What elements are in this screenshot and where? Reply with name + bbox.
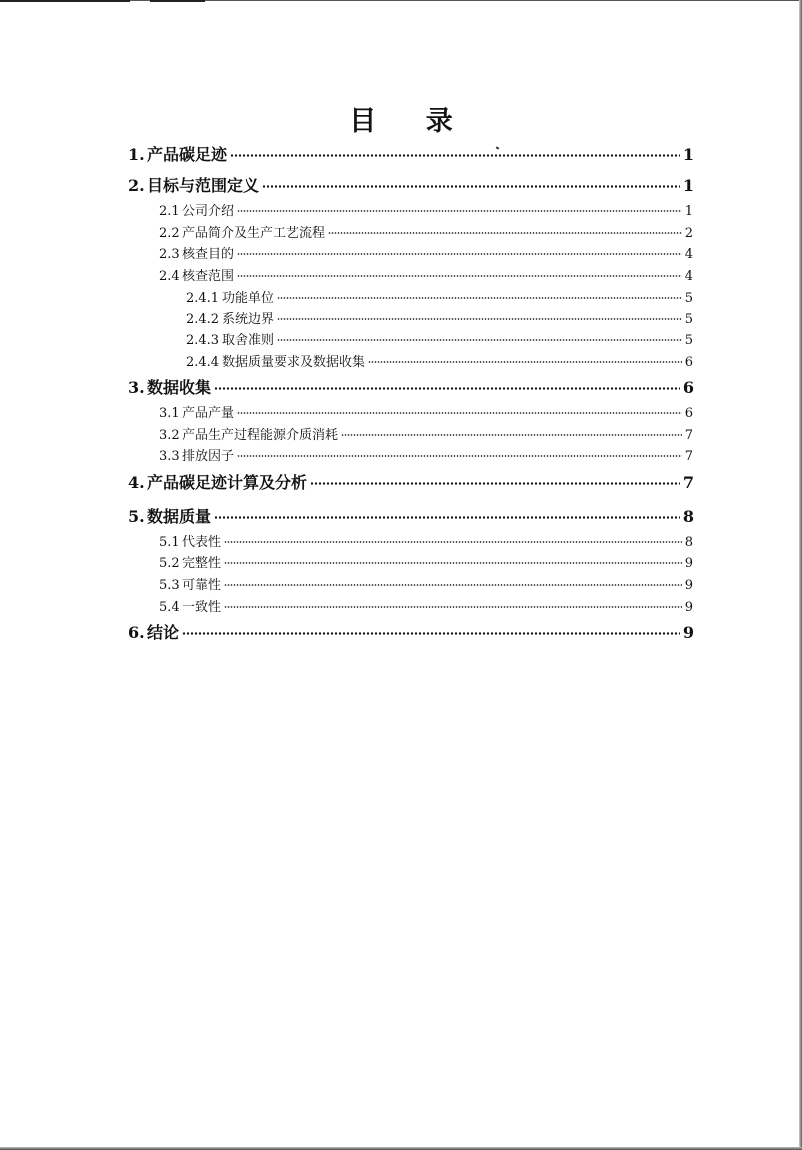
dot-leader <box>237 412 682 414</box>
toc-entry[interactable] <box>128 506 694 528</box>
toc-number: 2.4 <box>159 269 180 284</box>
toc-number: 6. <box>128 623 145 642</box>
dot-leader <box>237 210 682 212</box>
dot-leader <box>182 632 680 635</box>
toc-entry[interactable] <box>128 377 694 399</box>
toc-page-number: 8 <box>682 507 694 526</box>
toc-number: 5.1 <box>159 535 180 550</box>
toc-number: 2.2 <box>159 226 180 241</box>
toc-entry[interactable] <box>159 427 693 445</box>
toc-entry[interactable] <box>159 555 693 573</box>
toc-entry[interactable] <box>159 534 693 552</box>
scan-mark <box>0 0 130 2</box>
toc-entry[interactable] <box>186 311 693 329</box>
toc-title: 公司介绍 <box>182 204 235 219</box>
toc-title: 核查范围 <box>182 269 235 284</box>
toc-page-number: 2 <box>684 226 693 241</box>
toc-title: 功能单位 <box>222 291 275 306</box>
toc-title: 数据收集 <box>147 378 212 397</box>
toc-entry[interactable] <box>159 268 693 286</box>
toc-title: 产品产量 <box>182 406 235 421</box>
dot-leader <box>224 584 682 586</box>
toc-title: 数据质量要求及数据收集 <box>222 355 366 370</box>
toc-page-number: 5 <box>684 291 693 306</box>
toc-title: 数据质量 <box>147 507 212 526</box>
toc-entry[interactable] <box>186 290 693 308</box>
toc-number: 1. <box>128 145 145 164</box>
toc-page-number: 1 <box>684 204 693 219</box>
toc-page-number: 9 <box>684 556 693 571</box>
toc-title: 完整性 <box>182 556 222 571</box>
toc-entry[interactable] <box>159 225 693 243</box>
toc-page-number: 1 <box>682 176 694 195</box>
toc-entry[interactable] <box>186 332 693 350</box>
toc-entry[interactable] <box>159 599 693 617</box>
dot-leader <box>237 275 682 277</box>
toc-title: 可靠性 <box>182 578 222 593</box>
toc-page-number: 8 <box>684 535 693 550</box>
toc-number: 5.2 <box>159 556 180 571</box>
toc-title: 系统边界 <box>222 312 275 327</box>
toc-page-number: 9 <box>684 578 693 593</box>
toc-page-number: 7 <box>684 449 693 464</box>
toc-entry[interactable] <box>128 622 694 644</box>
toc-title: 结论 <box>147 623 180 642</box>
toc-number: 5.4 <box>159 600 180 615</box>
toc-page-number: 9 <box>684 600 693 615</box>
toc-entry[interactable] <box>159 577 693 595</box>
toc-page-number: 5 <box>684 333 693 348</box>
toc-title: 排放因子 <box>182 449 235 464</box>
toc-title: 一致性 <box>182 600 222 615</box>
toc-page-number: 6 <box>684 355 693 370</box>
dot-leader <box>277 339 682 341</box>
toc-number: 2.4.4 <box>186 355 220 370</box>
toc-number: 3.2 <box>159 428 180 443</box>
toc-page-number: 9 <box>682 623 694 642</box>
toc-number: 2.4.2 <box>186 312 220 327</box>
dot-leader <box>237 253 682 255</box>
dot-leader <box>341 434 682 436</box>
dot-leader <box>328 232 682 234</box>
dot-leader <box>224 606 682 608</box>
toc-page-number: 7 <box>682 473 694 492</box>
dot-leader <box>230 154 680 157</box>
toc-title: 产品生产过程能源介质消耗 <box>182 428 339 443</box>
toc-page-number: 4 <box>684 247 693 262</box>
toc-number: 2.3 <box>159 247 180 262</box>
toc-page-number: 6 <box>682 378 694 397</box>
toc-entry[interactable] <box>186 354 693 372</box>
toc-number: 3.3 <box>159 449 180 464</box>
toc-page-number: 4 <box>684 269 693 284</box>
toc-number: 3.1 <box>159 406 180 421</box>
toc-number: 5.3 <box>159 578 180 593</box>
toc-number: 4. <box>128 473 145 492</box>
toc-entry[interactable] <box>159 448 693 466</box>
dot-leader <box>368 361 682 363</box>
scan-mark <box>150 0 205 2</box>
toc-title: 产品简介及生产工艺流程 <box>182 226 326 241</box>
toc-number: 2.4.1 <box>186 291 220 306</box>
toc-title: 产品碳足迹 <box>147 145 228 164</box>
toc-number: 5. <box>128 507 145 526</box>
dot-leader <box>224 541 682 543</box>
toc-title: 核查目的 <box>182 247 235 262</box>
toc-entry[interactable] <box>128 175 694 197</box>
page-title: 目 录 <box>349 106 473 137</box>
dot-leader <box>277 318 682 320</box>
toc-page-number: 7 <box>684 428 693 443</box>
dot-leader <box>214 387 680 390</box>
toc-entry[interactable] <box>128 472 694 494</box>
toc-number: 3. <box>128 378 145 397</box>
toc-page-number: 6 <box>684 406 693 421</box>
dot-leader <box>214 516 680 519</box>
toc-page-number: 1 <box>682 145 694 164</box>
toc-title: 目标与范围定义 <box>147 176 260 195</box>
toc-title: 取舍准则 <box>222 333 275 348</box>
toc-entry[interactable] <box>128 144 694 166</box>
toc-number: 2.1 <box>159 204 180 219</box>
toc-page-number: 5 <box>684 312 693 327</box>
dot-leader <box>237 455 682 457</box>
dot-leader <box>277 297 682 299</box>
toc-number: 2. <box>128 176 145 195</box>
toc-number: 2.4.3 <box>186 333 220 348</box>
toc-title: 产品碳足迹计算及分析 <box>147 473 308 492</box>
dot-leader <box>224 562 682 564</box>
dot-leader <box>262 185 680 188</box>
dot-leader <box>310 482 680 485</box>
toc-entry[interactable] <box>159 203 693 221</box>
toc-title: 代表性 <box>182 535 222 550</box>
toc-entry[interactable] <box>159 405 693 423</box>
toc-entry[interactable] <box>159 246 693 264</box>
